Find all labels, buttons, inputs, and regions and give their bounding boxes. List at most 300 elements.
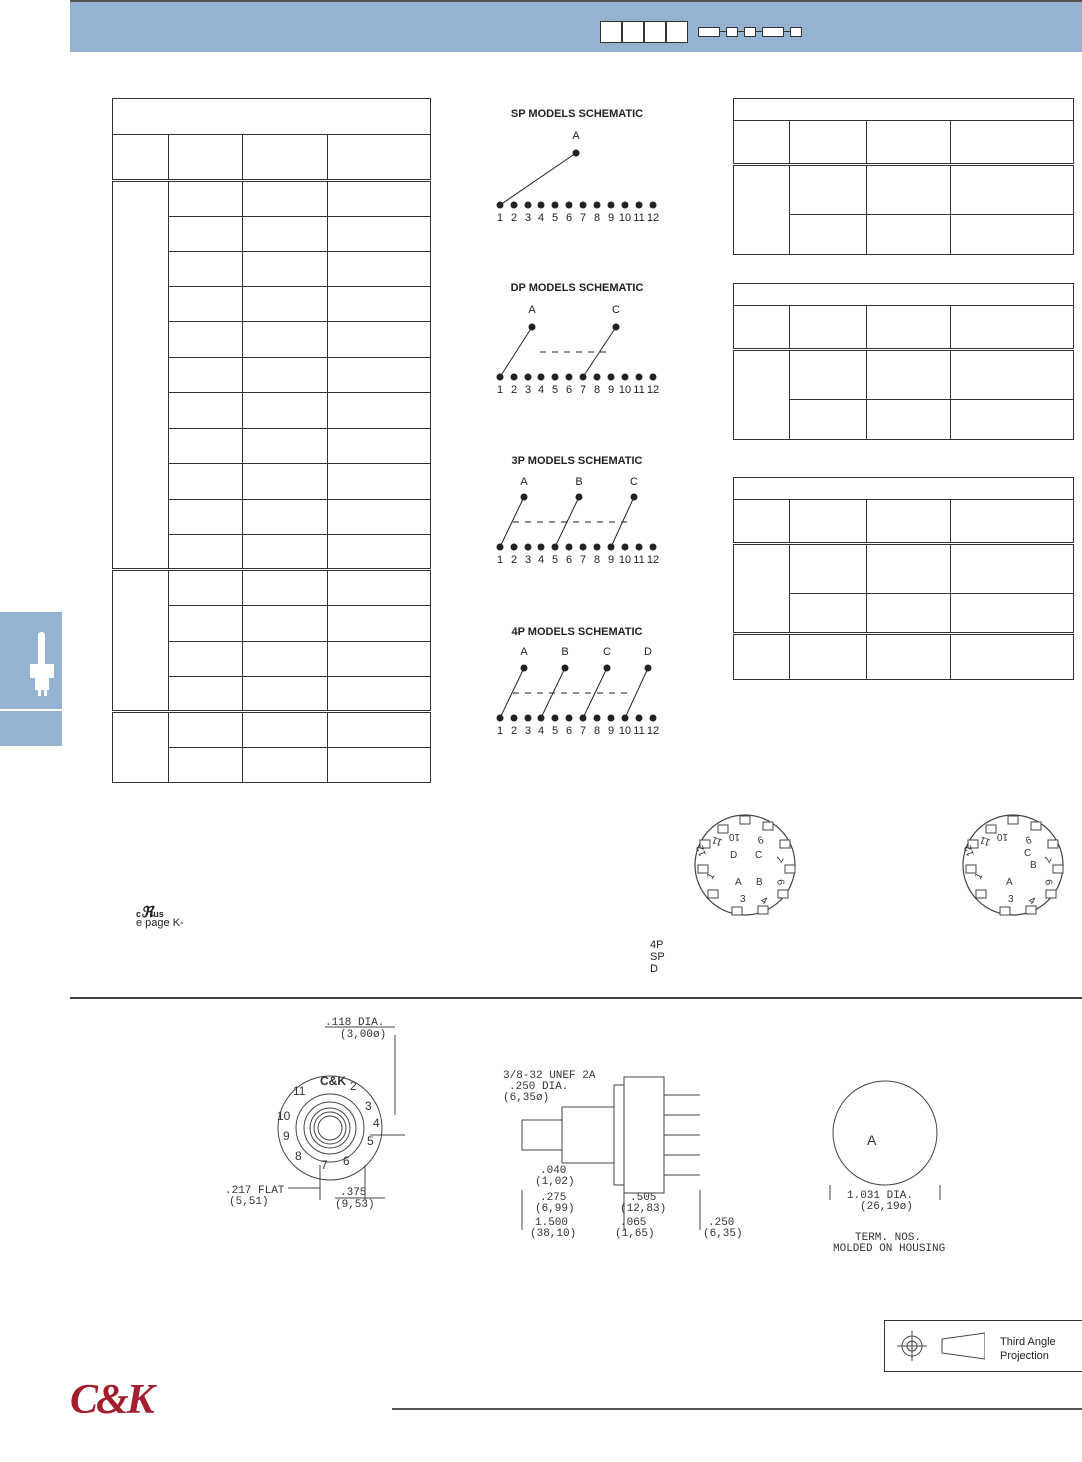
table-group-cell	[113, 712, 169, 783]
pole-label: A	[520, 646, 528, 658]
terminal-number: 6	[565, 384, 573, 396]
ring-number: 5	[367, 1134, 374, 1148]
diagram-note: SP	[650, 951, 665, 963]
table-cell	[867, 544, 951, 594]
dim-label: (1,65)	[615, 1228, 655, 1240]
terminal-number: 8	[593, 212, 601, 224]
terminal-dot	[511, 544, 518, 551]
terminal-number: 5	[551, 212, 559, 224]
table-header-cell	[790, 121, 867, 165]
terminal-number: 8	[593, 554, 601, 566]
table-cell	[951, 165, 1074, 215]
terminal-number: 2	[510, 384, 518, 396]
terminal-dot	[511, 374, 518, 381]
table-group-cell	[734, 544, 790, 634]
table-cell	[867, 634, 951, 680]
pole-label: D	[644, 646, 652, 658]
table-header-cell	[790, 306, 867, 350]
svg-text:1: 1	[973, 871, 986, 882]
dim-label: (1,02)	[535, 1176, 575, 1188]
spec-table-3	[733, 477, 1074, 680]
projection-line2: Projection	[1000, 1350, 1049, 1362]
dim-label: .040	[540, 1165, 567, 1177]
table-group-cell	[734, 165, 790, 255]
contact-wiper	[500, 153, 576, 205]
wiring-diagram-right	[958, 810, 1082, 920]
dim-label: (6,35ø)	[503, 1092, 550, 1104]
pn-box	[600, 21, 622, 43]
table-cell	[243, 677, 328, 712]
table-header-cell	[243, 135, 328, 181]
terminal-dot	[594, 715, 601, 722]
terminal-number: 8	[593, 725, 601, 737]
pn-box-small	[790, 27, 802, 37]
table-cell	[169, 358, 243, 393]
svg-text:4: 4	[758, 895, 769, 908]
table-group-cell	[734, 350, 790, 440]
dim-label: (12,83)	[620, 1203, 667, 1215]
wiring-diagram-left	[690, 810, 815, 920]
rear-note: TERM. NOS.	[855, 1232, 922, 1244]
spec-table-2	[733, 283, 1074, 440]
side-view-drawing	[495, 1065, 750, 1245]
table-header-cell	[951, 500, 1074, 544]
front-view-drawing	[225, 1015, 405, 1215]
terminal-number: 5	[551, 725, 559, 737]
terminal-dot	[566, 202, 573, 209]
table-cell	[867, 215, 951, 255]
pole-label: C	[612, 304, 620, 316]
terminal-dot	[636, 374, 643, 381]
terminal-number: 12	[646, 212, 660, 224]
table-cell	[951, 544, 1074, 594]
section-tab	[0, 612, 62, 746]
table-title-cell	[734, 478, 1074, 500]
ring-number: 3	[365, 1099, 372, 1113]
ul-mark-us: us	[153, 909, 164, 919]
ring-number: 10	[277, 1109, 291, 1123]
terminal-dot	[525, 202, 532, 209]
table-group-cell	[113, 570, 169, 712]
terminal-dot	[622, 202, 629, 209]
terminal-dot	[511, 715, 518, 722]
table-cell	[328, 287, 431, 322]
svg-text:B: B	[1030, 860, 1037, 871]
terminal-number: 4	[537, 554, 545, 566]
terminal-number: 3	[524, 554, 532, 566]
projection-label	[1000, 1335, 1056, 1363]
terminal-dot	[525, 374, 532, 381]
contact-wiper	[625, 668, 648, 718]
table-cell	[328, 500, 431, 535]
terminal-dot	[594, 374, 601, 381]
dim-label: 1.500	[535, 1217, 569, 1229]
terminal-dot	[552, 202, 559, 209]
schematic-title-4p: 4P MODELS SCHEMATIC	[511, 626, 643, 638]
table-header-cell	[328, 135, 431, 181]
terminal-dot	[636, 202, 643, 209]
terminal-dot	[580, 544, 587, 551]
terminal-number: 7	[579, 384, 587, 396]
terminal-dot	[566, 374, 573, 381]
terminal-number: 9	[607, 725, 615, 737]
terminal-dot	[636, 544, 643, 551]
svg-text:7: 7	[1040, 853, 1053, 864]
svg-text:C: C	[755, 850, 763, 861]
table-cell	[951, 634, 1074, 680]
table-cell	[243, 429, 328, 464]
rear-note: MOLDED ON HOUSING	[833, 1243, 946, 1255]
svg-text:7: 7	[772, 853, 785, 864]
terminal-number: 7	[579, 554, 587, 566]
table-title-cell	[113, 99, 431, 135]
table-cell	[243, 712, 328, 748]
ring-number: 4	[373, 1116, 380, 1130]
terminal-number: 1	[496, 554, 504, 566]
table-cell	[169, 322, 243, 358]
table-cell	[328, 535, 431, 570]
footer-rule	[392, 1408, 1082, 1410]
terminal-number: 2	[510, 554, 518, 566]
table-group-cell	[113, 181, 169, 570]
table-cell	[169, 287, 243, 322]
terminal-dot	[594, 544, 601, 551]
terminal-dot	[650, 202, 657, 209]
ul-mark-c: c	[136, 909, 142, 919]
table-cell	[328, 642, 431, 677]
table-cell	[243, 217, 328, 252]
terminal-number: 11	[633, 554, 645, 566]
table-cell	[169, 677, 243, 712]
terminal-number: 9	[607, 212, 615, 224]
table-cell	[243, 181, 328, 217]
table-cell	[328, 712, 431, 748]
pole-label: C	[603, 646, 611, 658]
table-cell	[328, 393, 431, 429]
dim-label: .250 DIA.	[509, 1081, 569, 1093]
dim-label: (5,51)	[229, 1196, 269, 1208]
pn-box	[666, 21, 688, 43]
terminal-dot	[566, 715, 573, 722]
table-cell	[328, 677, 431, 712]
pn-box-small	[726, 27, 738, 37]
terminal-dot	[525, 544, 532, 551]
contact-wiper	[500, 497, 524, 547]
pn-box-small	[698, 27, 720, 37]
section-tab-divider	[0, 709, 62, 711]
table-cell	[243, 393, 328, 429]
rear-view-drawing	[825, 1075, 950, 1255]
svg-text:D: D	[730, 850, 738, 861]
table-group-cell	[734, 634, 790, 680]
svg-text:3: 3	[1008, 894, 1014, 905]
schematic-title-3p: 3P MODELS SCHEMATIC	[511, 455, 643, 467]
table-title-cell	[734, 99, 1074, 121]
terminal-number: 4	[537, 384, 545, 396]
svg-text:6: 6	[774, 878, 786, 886]
table-cell	[867, 165, 951, 215]
table-cell	[790, 400, 867, 440]
terminal-number: 3	[524, 384, 532, 396]
schematic-diagrams	[480, 125, 680, 750]
terminal-dot	[622, 374, 629, 381]
terminal-number: 7	[579, 212, 587, 224]
pole-label: B	[575, 476, 583, 488]
dim-label: .065	[620, 1217, 647, 1229]
table-cell	[243, 606, 328, 642]
front-logo: C&K	[320, 1074, 346, 1088]
terminal-number: 10	[618, 554, 632, 566]
table-cell	[243, 642, 328, 677]
terminal-dot	[608, 374, 615, 381]
terminal-dot	[538, 374, 545, 381]
terminal-number: 9	[607, 384, 615, 396]
table-cell	[169, 535, 243, 570]
table-cell	[867, 400, 951, 440]
terminal-dot	[608, 202, 615, 209]
table-cell	[243, 748, 328, 783]
table-header-cell	[867, 500, 951, 544]
contact-wiper	[500, 327, 532, 377]
svg-text:B: B	[756, 877, 763, 888]
terminal-dot	[622, 544, 629, 551]
pole-label: A	[528, 304, 536, 316]
table-header-cell	[951, 121, 1074, 165]
table-title-cell	[734, 284, 1074, 306]
table-cell	[867, 594, 951, 634]
table-cell	[328, 322, 431, 358]
terminal-number: 6	[565, 212, 573, 224]
table-header-cell	[113, 135, 169, 181]
table-cell	[951, 350, 1074, 400]
dim-label: .118 DIA.	[325, 1017, 385, 1029]
terminal-dot	[636, 715, 643, 722]
svg-text:12: 12	[962, 843, 977, 858]
terminal-number: 12	[646, 384, 660, 396]
third-angle-projection-icon	[885, 1321, 985, 1371]
table-cell	[169, 181, 243, 217]
terminal-dot	[594, 202, 601, 209]
terminal-number: 10	[618, 212, 632, 224]
svg-text:10: 10	[996, 831, 1008, 842]
dim-label: (26,19ø)	[860, 1201, 913, 1213]
svg-text:3: 3	[740, 894, 746, 905]
svg-text:9: 9	[1023, 833, 1033, 846]
terminal-number: 11	[633, 384, 645, 396]
section-divider	[70, 997, 1082, 999]
table-header-cell	[951, 306, 1074, 350]
terminal-number: 6	[565, 554, 573, 566]
table-cell	[243, 287, 328, 322]
terminal-dot	[650, 715, 657, 722]
svg-text:A: A	[735, 877, 742, 888]
svg-text:4: 4	[1026, 895, 1037, 908]
table-cell	[169, 464, 243, 500]
terminal-number: 5	[551, 384, 559, 396]
svg-text:10: 10	[728, 831, 740, 842]
table-cell	[328, 464, 431, 500]
table-cell	[328, 570, 431, 606]
table-cell	[243, 358, 328, 393]
table-cell	[790, 165, 867, 215]
table-cell	[790, 215, 867, 255]
pole-label: C	[630, 476, 638, 488]
pole-label: A	[867, 1132, 877, 1148]
svg-text:C: C	[1024, 848, 1032, 859]
table-cell	[328, 181, 431, 217]
terminal-number: 12	[646, 725, 660, 737]
table-cell	[790, 350, 867, 400]
contact-wiper	[583, 327, 616, 377]
pole-label: A	[520, 476, 528, 488]
table-cell	[951, 400, 1074, 440]
table-cell	[243, 570, 328, 606]
svg-text:1: 1	[705, 871, 718, 882]
terminal-number: 8	[593, 384, 601, 396]
terminal-number: 6	[565, 725, 573, 737]
terminal-number: 1	[496, 212, 504, 224]
table-cell	[328, 606, 431, 642]
ring-number: 11	[293, 1084, 306, 1098]
terminal-number: 3	[524, 212, 532, 224]
table-cell	[243, 464, 328, 500]
pn-box	[622, 21, 644, 43]
table-cell	[243, 500, 328, 535]
pole-label: B	[561, 646, 569, 658]
terminal-dot	[608, 715, 615, 722]
ring-number: 6	[343, 1154, 350, 1168]
terminal-number: 12	[646, 554, 660, 566]
terminal-number: 1	[496, 725, 504, 737]
dim-label: (9,53)	[335, 1199, 375, 1211]
table-cell	[169, 642, 243, 677]
table-cell	[243, 252, 328, 287]
table-cell	[328, 748, 431, 783]
table-cell	[243, 322, 328, 358]
svg-text:9: 9	[755, 833, 765, 846]
terminal-dot	[580, 202, 587, 209]
terminal-number: 1	[496, 384, 504, 396]
terminal-number: 5	[551, 554, 559, 566]
terminal-dot	[538, 544, 545, 551]
ul-logo-icon: ℜ	[141, 904, 154, 921]
dim-label: .375	[340, 1187, 367, 1199]
svg-text:11: 11	[710, 833, 725, 848]
table-cell	[790, 594, 867, 634]
toggle-switch-icon	[0, 612, 62, 746]
terminal-number: 10	[618, 725, 632, 737]
diagram-note: 4P	[650, 939, 664, 951]
table-cell	[951, 594, 1074, 634]
svg-text:12: 12	[694, 843, 709, 858]
dim-label: (3,00ø)	[340, 1029, 387, 1041]
terminal-dot	[538, 202, 545, 209]
svg-text:A: A	[1006, 877, 1013, 888]
terminal-dot	[552, 715, 559, 722]
terminal-number: 2	[510, 725, 518, 737]
table-cell	[169, 570, 243, 606]
dim-label: .275	[540, 1192, 567, 1204]
table-cell	[867, 350, 951, 400]
table-cell	[790, 634, 867, 680]
svg-text:6: 6	[1042, 878, 1054, 886]
terminal-number: 7	[579, 725, 587, 737]
terminal-number: 11	[633, 725, 645, 737]
table-header-cell	[867, 306, 951, 350]
dim-label: (6,99)	[535, 1203, 575, 1215]
table-cell	[169, 252, 243, 287]
terminal-number: 3	[524, 725, 532, 737]
spec-table-1	[733, 98, 1074, 255]
pn-box-small	[762, 27, 784, 37]
model-table	[112, 98, 431, 783]
table-header-cell	[734, 121, 790, 165]
dim-label: 1.031 DIA.	[847, 1190, 914, 1202]
dim-label: .217 FLAT	[225, 1185, 285, 1197]
pn-box-small	[744, 27, 756, 37]
table-cell	[169, 606, 243, 642]
dim-label: .505	[630, 1192, 657, 1204]
ul-page-ref: e page K-	[136, 917, 184, 929]
terminal-dot	[566, 544, 573, 551]
table-cell	[169, 500, 243, 535]
table-header-cell	[734, 500, 790, 544]
table-cell	[328, 429, 431, 464]
terminal-number: 9	[607, 554, 615, 566]
table-cell	[328, 217, 431, 252]
terminal-number: 4	[537, 212, 545, 224]
table-header-cell	[734, 306, 790, 350]
table-cell	[328, 252, 431, 287]
dim-label: .250	[708, 1217, 735, 1229]
table-cell	[169, 748, 243, 783]
ring-number: 9	[283, 1129, 290, 1143]
terminal-dot	[552, 374, 559, 381]
table-cell	[169, 429, 243, 464]
terminal-number: 10	[618, 384, 632, 396]
table-header-cell	[867, 121, 951, 165]
terminal-dot	[511, 202, 518, 209]
schematic-title-dp: DP MODELS SCHEMATIC	[510, 282, 644, 294]
diagram-note: D	[650, 963, 658, 975]
pn-box	[644, 21, 666, 43]
terminal-dot	[650, 544, 657, 551]
ring-number: 8	[295, 1149, 302, 1163]
table-cell	[169, 712, 243, 748]
terminal-number: 2	[510, 212, 518, 224]
terminal-dot	[650, 374, 657, 381]
dim-label: 3/8-32 UNEF 2A	[503, 1070, 596, 1082]
table-header-cell	[790, 500, 867, 544]
table-header-cell	[169, 135, 243, 181]
svg-text:11: 11	[978, 833, 993, 848]
terminal-number: 11	[633, 212, 645, 224]
table-cell	[169, 217, 243, 252]
table-cell	[951, 215, 1074, 255]
table-cell	[169, 393, 243, 429]
dim-label: (38,10)	[530, 1228, 577, 1240]
ring-number: 7	[321, 1158, 328, 1172]
brand-logo: C&K	[70, 1377, 153, 1423]
schematic-title-sp: SP MODELS SCHEMATIC	[510, 108, 644, 120]
projection-line1: Third Angle	[1000, 1336, 1056, 1348]
pole-label: A	[572, 130, 580, 142]
header-banner	[70, 0, 1082, 52]
contact-wiper	[500, 668, 524, 718]
dim-label: (6,35)	[703, 1228, 743, 1240]
table-cell	[243, 535, 328, 570]
terminal-dot	[525, 715, 532, 722]
